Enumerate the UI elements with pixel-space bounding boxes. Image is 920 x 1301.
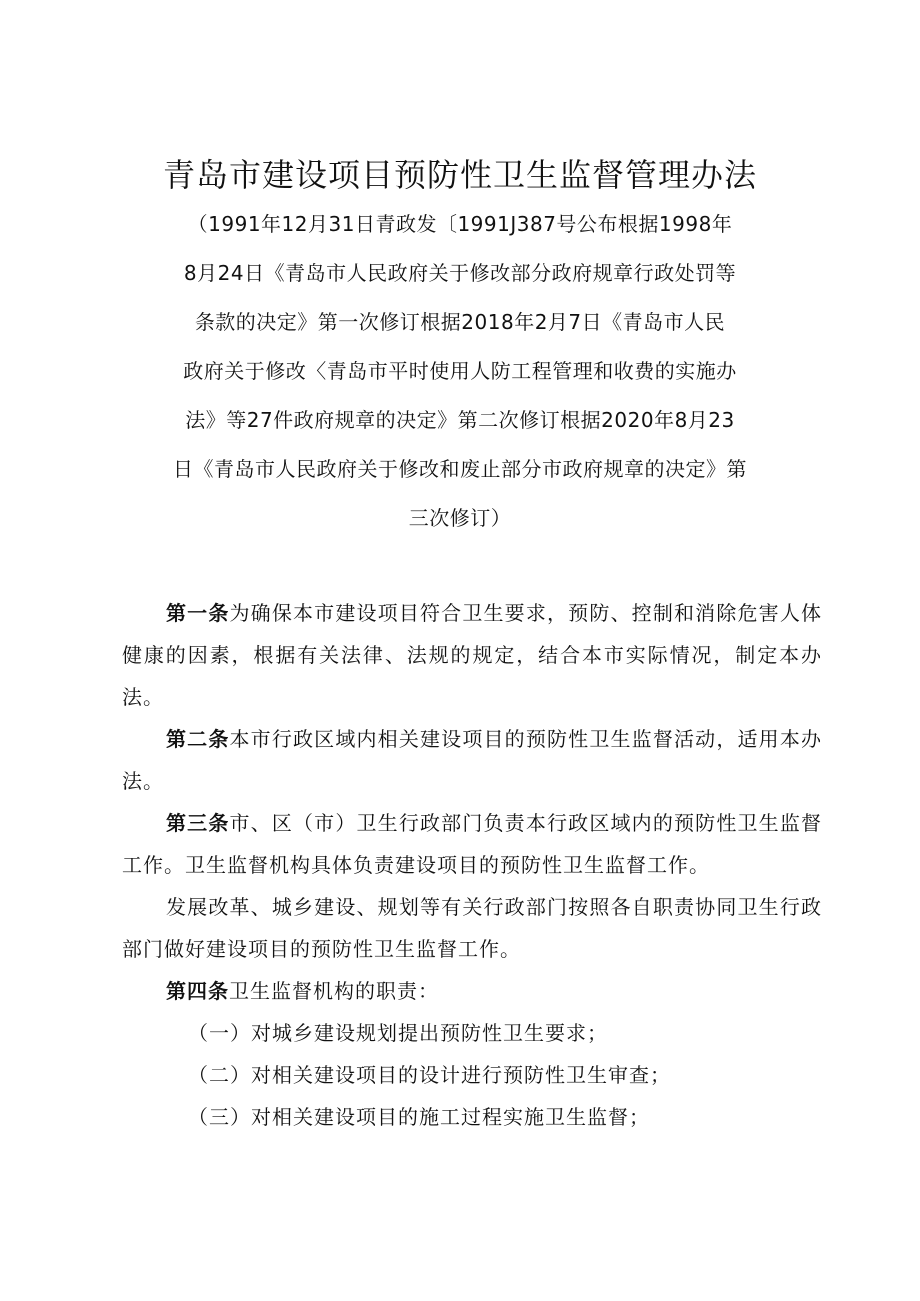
article-text: 市、区（市）卫生行政部门负责本行政区域内的预防性卫生监督工作。卫生监督机构具体负责建设项目的预防性卫生监督工作。 [122, 811, 822, 877]
article-number: 第四条 [166, 979, 229, 1003]
article-1 [122, 592, 822, 718]
article-4-item: （三）对相关建设项目的施工过程实施卫生监督； [188, 1105, 650, 1129]
revision-history-line: 政府关于修改〈青岛市平时使用人防工程管理和收费的实施办 [183, 359, 737, 383]
revision-history-line: 条款的决定》第一次修订根据2018年2月7日《青岛市人民 [194, 310, 726, 334]
article-4-item: （二）对相关建设项目的设计进行预防性卫生审查； [188, 1063, 671, 1087]
article-2 [122, 718, 822, 802]
revision-history-line: （1991年12月31日青政发〔1991J387号公布根据1998年 [187, 212, 733, 236]
article-number: 第二条 [166, 727, 230, 751]
article-text: 为确保本市建设项目符合卫生要求，预防、控制和消除危害人体健康的因素，根据有关法律、法规的规定，结合本市实际情况，制定本办法。 [122, 601, 822, 709]
article-4-item: （一）对城乡建设规划提出预防性卫生要求； [188, 1021, 608, 1045]
article-text: 本市行政区域内相关建设项目的预防性卫生监督活动，适用本办法。 [122, 727, 822, 793]
article-number: 第一条 [166, 601, 230, 625]
article-number: 第三条 [166, 811, 230, 835]
revision-history-line: 8月24日《青岛市人民政府关于修改部分政府规章行政处罚等 [183, 261, 737, 285]
revision-history-line: 三次修订） [408, 506, 512, 530]
article-3-paragraph-2: 发展改革、城乡建设、规划等有关行政部门按照各自职责协同卫生行政部门做好建设项目的预防性卫生监督工作。 [122, 895, 822, 961]
revision-history-line: 法》等27件政府规章的决定》第二次修订根据2020年8月23 [185, 408, 735, 432]
revision-history [120, 200, 800, 543]
article-3 [122, 802, 822, 886]
revision-history-line: 日《青岛市人民政府关于修改和废止部分市政府规章的决定》第 [173, 457, 747, 481]
document-body [122, 592, 822, 1138]
article-4 [122, 970, 822, 1012]
article-text: 卫生监督机构的职责： [229, 979, 439, 1003]
document-title: 青岛市建设项目预防性卫生监督管理办法 [162, 156, 757, 194]
